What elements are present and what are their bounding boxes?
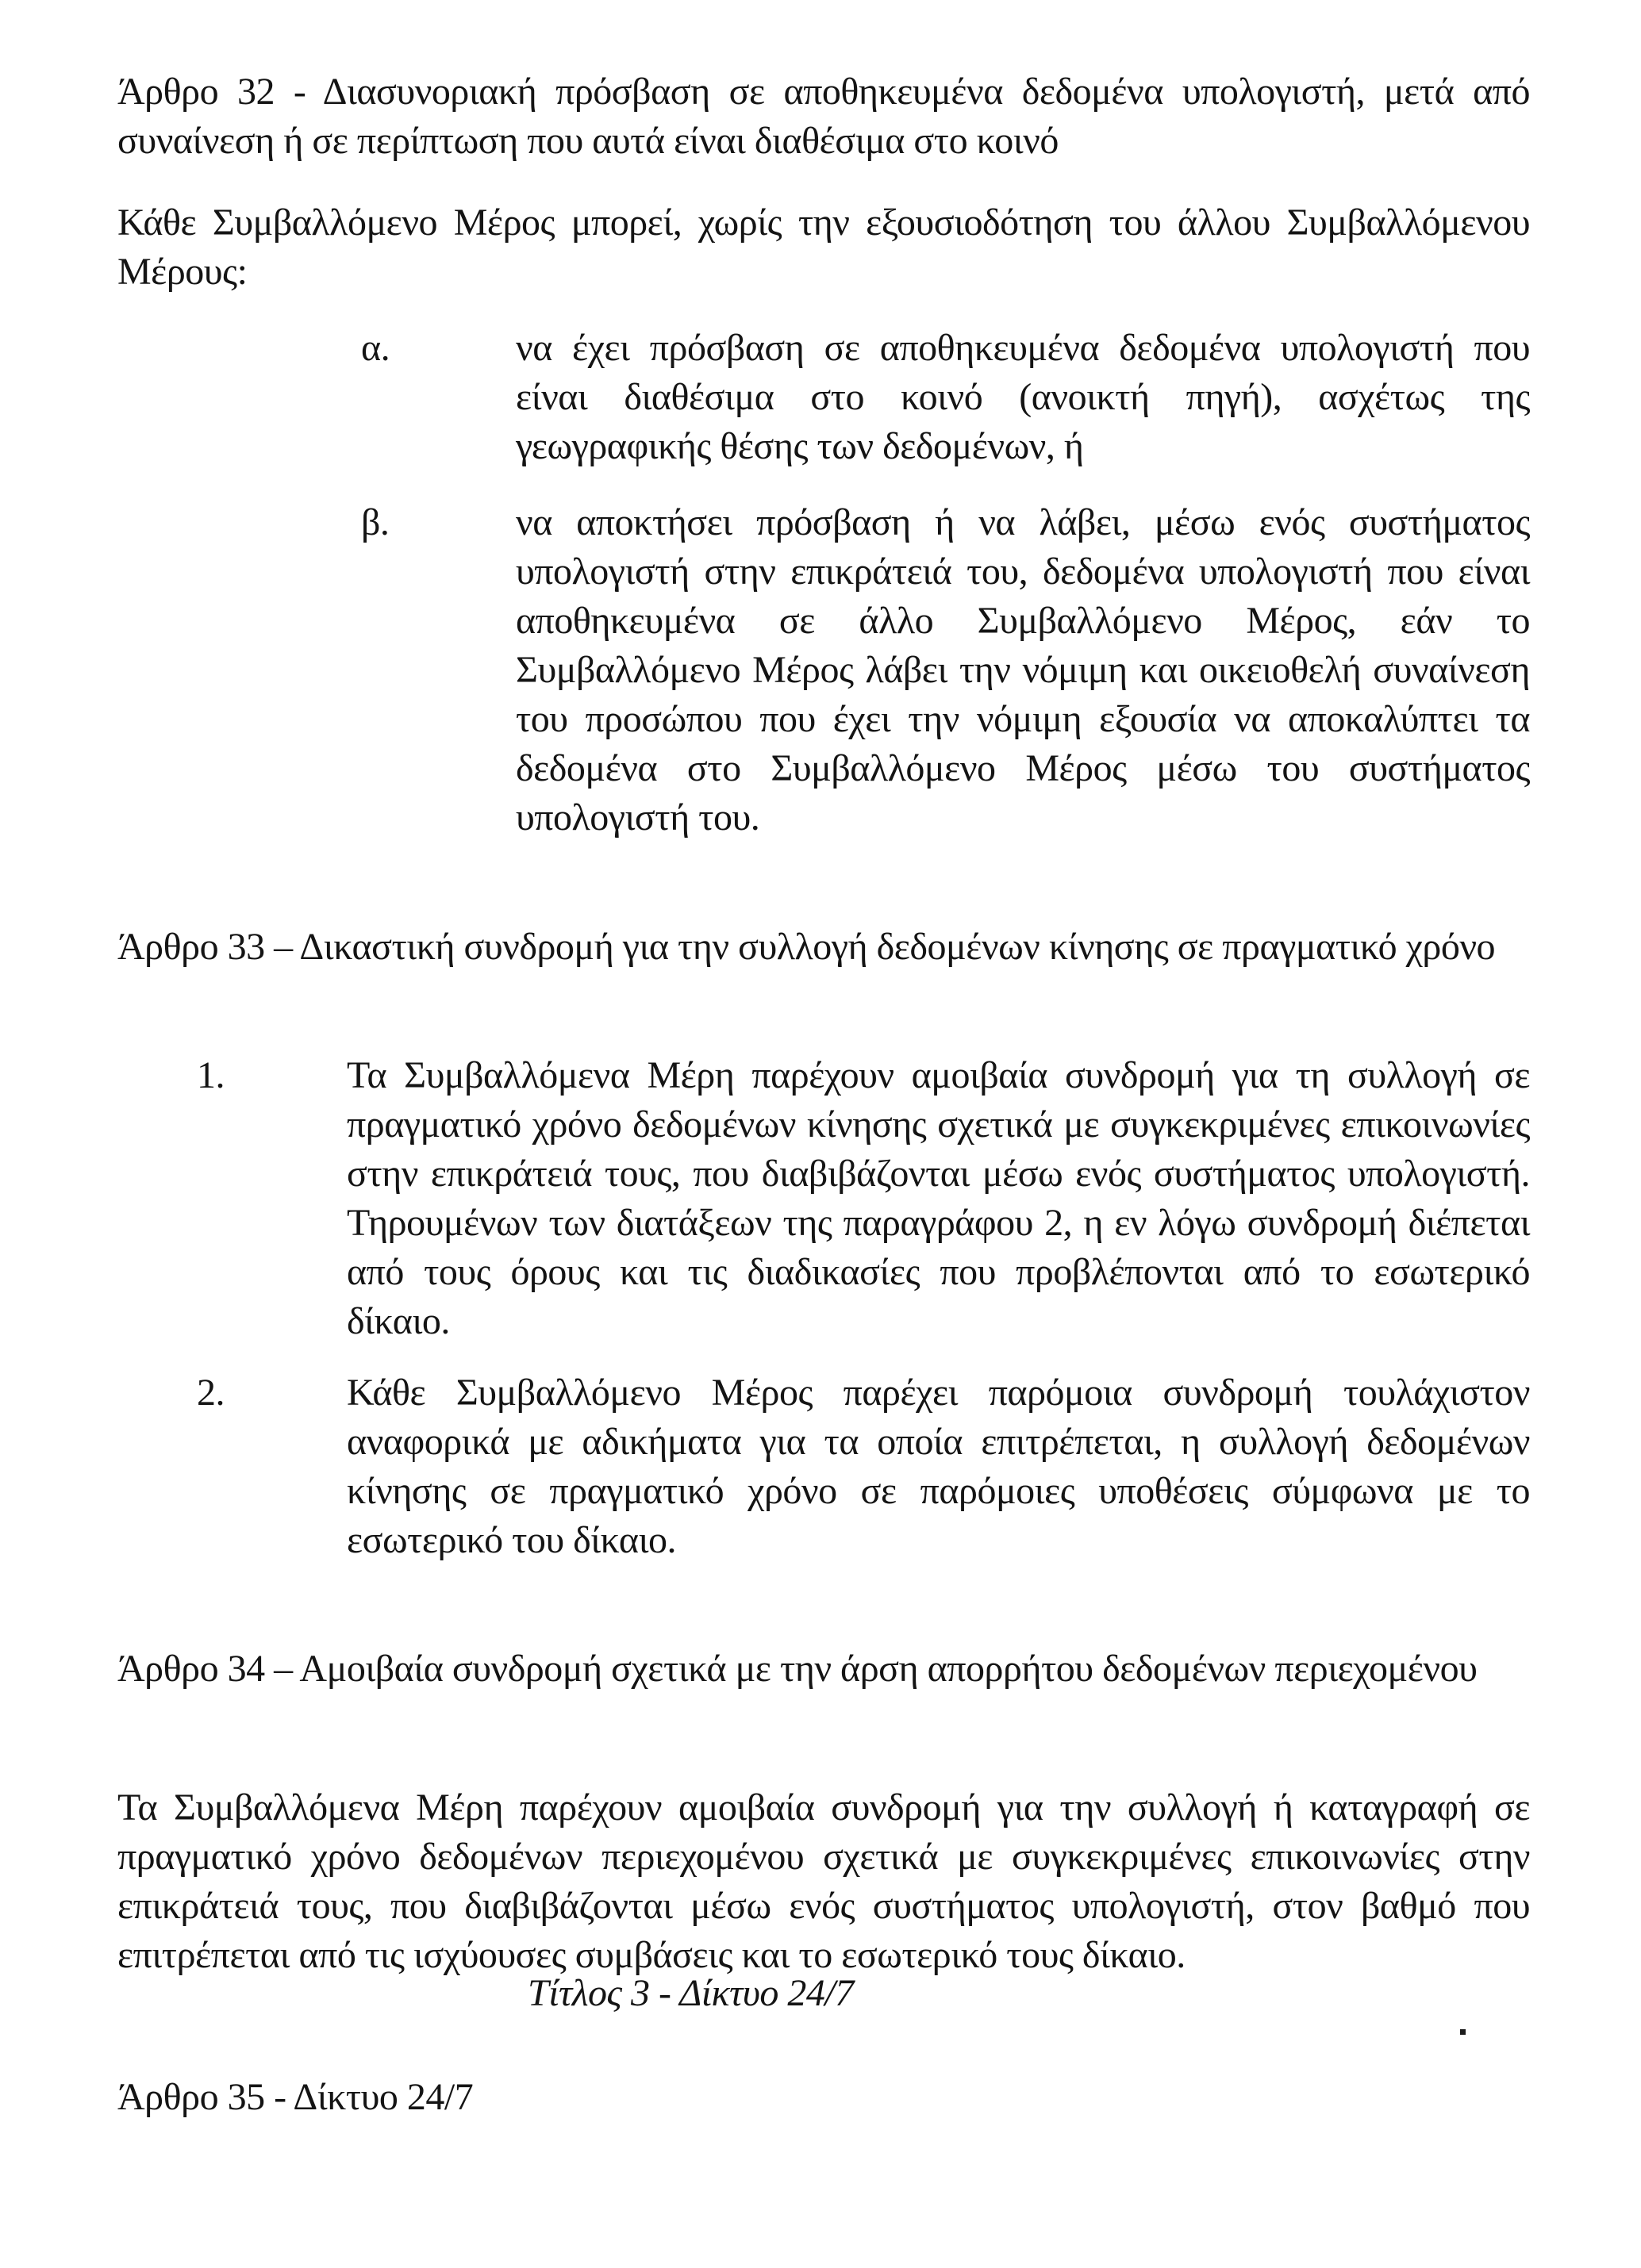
list-text-1: Τα Συμβαλλόμενα Μέρη παρέχουν αμοιβαία συνδρομή για τη συλλογή σε πραγματικό χρόνο δεδομένων κίνησης σχετικά με συγκεκριμένες επικοινωνίες στην επικράτειά τους, που διαβιβάζονται μέσω ενός συστήματος υπολογιστή. Τηρουμένων των διατάξεων της παραγράφου 2, η εν λόγω συνδρομή διέπεται από τους όρους και τις διαδικασίες που προβλέπονται από το εσωτερικό δίκαιο. — [347, 1054, 1530, 1342]
list-text-beta: να αποκτήσει πρόσβαση ή να λάβει, μέσω ενός συστήματος υπολογιστή στην επικράτειά του, δεδομένα υπολογιστή που είναι αποθηκευμένα σε άλλο Συμβαλλόμενο Μέρος, εάν το Συμβαλλόμενο Μέρος λάβει την νόμιμη και οικειοθελή συναίνεση του προσώπου που έχει την νόμιμη εξουσία να αποκαλύπτει τα δεδομένα στο Συμβαλλόμενο Μέρος μέσω του συστήματος υπολογιστή του. — [516, 501, 1530, 839]
article-32-item-a — [117, 324, 1530, 471]
article-34-heading: Άρθρο 34 – Αμοιβαία συνδρομή σχετικά με την άρση απορρήτου δεδομένων περιεχομένου — [117, 1648, 1478, 1690]
scan-artifact-dot — [1460, 2029, 1466, 2035]
article-33-item-2 — [117, 1368, 1530, 1565]
list-label-beta: β. — [361, 501, 390, 543]
article-32-heading: Άρθρο 32 - Διασυνοριακή πρόσβαση σε αποθηκευμένα δεδομένα υπολογιστή, μετά από συναίνεση ή σε περίπτωση που αυτά είναι διαθέσιμα στο κοινό — [117, 71, 1530, 162]
article-33-heading: Άρθρο 33 – Δικαστική συνδρομή για την συλλογή δεδομένων κίνησης σε πραγματικό χρόνο — [117, 926, 1496, 968]
list-label-2: 2. — [197, 1372, 225, 1414]
article-32-item-b — [117, 498, 1530, 842]
article-35-heading: Άρθρο 35 - Δίκτυο 24/7 — [117, 2076, 474, 2118]
list-label-1: 1. — [197, 1054, 225, 1096]
article-32-intro-paragraph: Κάθε Συμβαλλόμενο Μέρος μπορεί, χωρίς την εξουσιοδότηση του άλλου Συμβαλλόμενου Μέρους: — [117, 201, 1530, 293]
list-text-2: Κάθε Συμβαλλόμενο Μέρος παρέχει παρόμοια συνδρομή τουλάχιστον αναφορικά με αδικήματα για τα οποία επιτρέπεται, η συλλογή δεδομένων κίνησης σε πραγματικό χρόνο σε παρόμοιες υποθέσεις σύμφωνα με το εσωτερικό του δίκαιο. — [347, 1372, 1530, 1561]
article-34-paragraph: Τα Συμβαλλόμενα Μέρη παρέχουν αμοιβαία συνδρομή για την συλλογή ή καταγραφή σε πραγματικό χρόνο δεδομένων περιεχομένου σχετικά με συγκεκριμένες επικοινωνίες στην επικράτειά τους, που διαβιβάζονται μέσω ενός συστήματος υπολογιστή, στον βαθμό που επιτρέπεται από τις ισχύουσες συμβάσεις και το εσωτερικό τους δίκαιο. — [117, 1786, 1530, 1976]
article-33-item-1 — [117, 1051, 1530, 1346]
title-3-heading: Τίτλος 3 - Δίκτυο 24/7 — [528, 1972, 854, 2014]
list-text-alpha: να έχει πρόσβαση σε αποθηκευμένα δεδομένα υπολογιστή που είναι διαθέσιμα στο κοινό (ανοικτή πηγή), ασχέτως της γεωγραφικής θέσης των δεδομένων, ή — [516, 327, 1530, 467]
list-label-alpha: α. — [361, 327, 390, 369]
